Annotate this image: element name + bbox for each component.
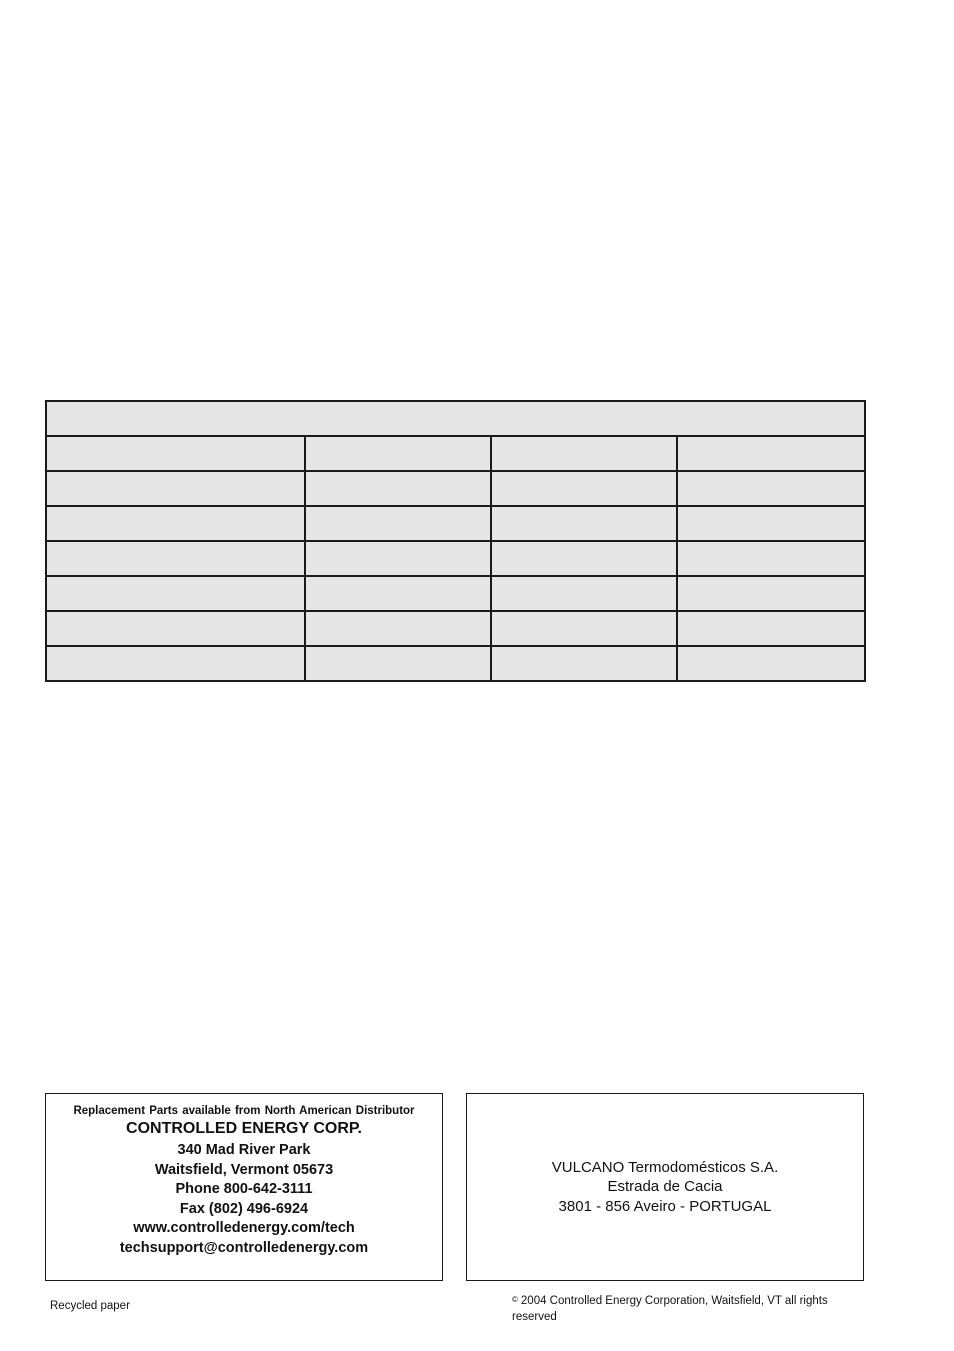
- table-header-row: [46, 401, 865, 436]
- table-cell: [491, 646, 677, 681]
- table-row: [46, 506, 865, 541]
- table-header-cell: [46, 401, 865, 436]
- table-cell: [491, 611, 677, 646]
- table-cell: [491, 541, 677, 576]
- table-cell: [305, 506, 491, 541]
- table-cell: [677, 646, 865, 681]
- table-cell: [46, 506, 305, 541]
- distributor-email: techsupport@controlledenergy.com: [119, 1239, 369, 1256]
- manufacturer-name: VULCANO Termodomésticos S.A.: [551, 1158, 779, 1176]
- table-cell: [46, 436, 305, 471]
- distributor-fax: Fax (802) 496-6924: [179, 1200, 309, 1217]
- table-cell: [677, 541, 865, 576]
- table-row: [46, 646, 865, 681]
- table-cell: [305, 576, 491, 611]
- table-cell: [46, 611, 305, 646]
- table-cell: [305, 646, 491, 681]
- distributor-city: Waitsfield, Vermont 05673: [154, 1161, 334, 1178]
- distributor-box: [45, 1093, 443, 1281]
- table-cell: [491, 436, 677, 471]
- table-cell: [677, 436, 865, 471]
- copyright-note: [512, 1292, 864, 1325]
- table-cell: [305, 611, 491, 646]
- copyright-symbol: ©: [512, 1295, 518, 1304]
- table-cell: [305, 436, 491, 471]
- table-cell: [46, 576, 305, 611]
- manufacturer-street: Estrada de Cacia: [607, 1178, 723, 1196]
- distributor-heading: Replacement Parts available from North American Distributor: [73, 1105, 415, 1117]
- table-cell: [305, 471, 491, 506]
- blank-grid-table: [45, 400, 866, 682]
- table-cell: [46, 646, 305, 681]
- table-cell: [491, 576, 677, 611]
- distributor-phone: Phone 800-642-3111: [175, 1181, 313, 1197]
- distributor-website: www.controlledenergy.com/tech: [133, 1220, 355, 1236]
- table-row: [46, 436, 865, 471]
- table-cell: [677, 471, 865, 506]
- table-row: [46, 471, 865, 506]
- table-cell: [46, 471, 305, 506]
- distributor-street: 340 Mad River Park: [177, 1142, 311, 1158]
- copyright-text: 2004 Controlled Energy Corporation, Waitsfield, VT all rights reserved: [512, 1295, 828, 1323]
- table-row: [46, 611, 865, 646]
- distributor-company-name: CONTROLLED ENERGY CORP.: [126, 1120, 362, 1137]
- table-cell: [677, 506, 865, 541]
- table-cell: [491, 471, 677, 506]
- table-row: [46, 576, 865, 611]
- table-row: [46, 541, 865, 576]
- recycled-paper-note: Recycled paper: [50, 1300, 130, 1312]
- table-cell: [46, 541, 305, 576]
- table-cell: [677, 611, 865, 646]
- table-cell: [677, 576, 865, 611]
- table-cell: [491, 506, 677, 541]
- manufacturer-box: [466, 1093, 864, 1281]
- manufacturer-city: 3801 - 856 Aveiro - PORTUGAL: [558, 1197, 772, 1215]
- table-cell: [305, 541, 491, 576]
